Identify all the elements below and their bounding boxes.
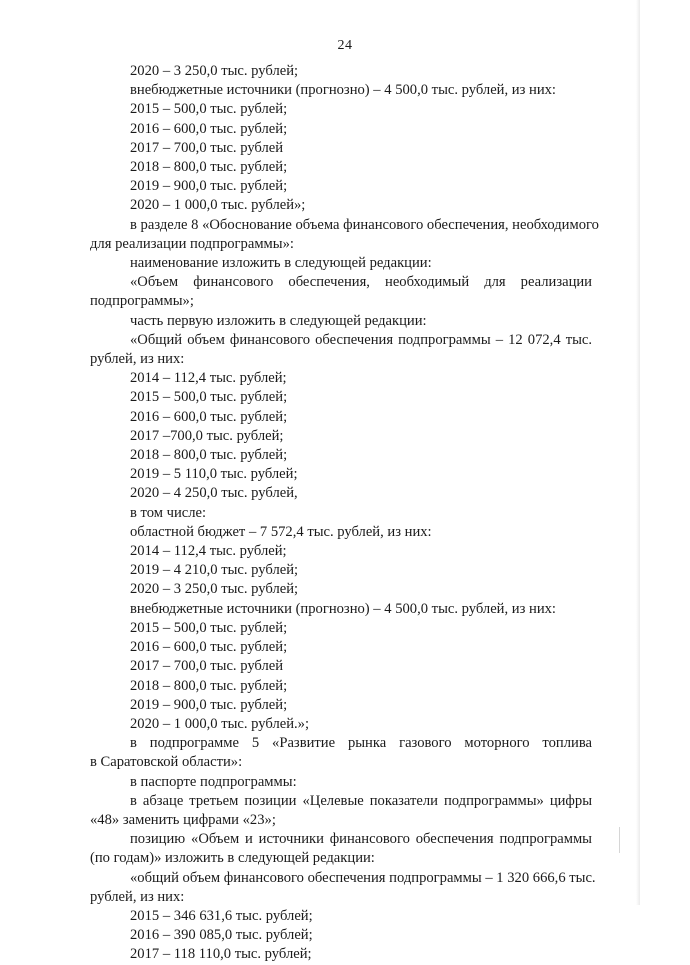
text-line: в разделе 8 «Обоснование объема финансового обеспечения, необходимого [130, 216, 599, 233]
text-line: 2014 – 112,4 тыс. рублей; [130, 543, 287, 560]
text-line: внебюджетные источники (прогнозно) – 4 500,0 тыс. рублей, из них: [130, 82, 556, 99]
text-line: в Саратовской области»: [90, 754, 243, 771]
text-line: «общий объем финансового обеспечения подпрограммы – 1 320 666,6 тыс. [130, 869, 596, 886]
text-line: 2015 – 500,0 тыс. рублей; [130, 619, 288, 636]
text-line: «Объем финансового обеспечения, необходимый для реализации [130, 274, 592, 291]
text-line: 2017 –700,0 тыс. рублей; [130, 427, 284, 444]
text-line: 2019 – 5 110,0 тыс. рублей; [130, 466, 298, 483]
text-line: 2015 – 500,0 тыс. рублей; [130, 389, 288, 406]
text-line: «Общий объем финансового обеспечения подпрограммы – 12 072,4 тыс. [130, 331, 592, 348]
text-line: 2020 – 3 250,0 тыс. рублей; [130, 581, 299, 598]
text-line: областной бюджет – 7 572,4 тыс. рублей, из них: [130, 523, 432, 540]
text-line: рублей, из них: [90, 351, 185, 368]
text-line: в абзаце третьем позиции «Целевые показатели подпрограммы» цифры [130, 792, 592, 809]
text-line: в том числе: [130, 504, 207, 521]
text-line: 2015 – 500,0 тыс. рублей; [130, 101, 288, 118]
scan-artifact-mark [619, 827, 620, 853]
text-line: 2019 – 900,0 тыс. рублей; [130, 696, 288, 713]
text-line: 2018 – 800,0 тыс. рублей; [130, 677, 288, 694]
text-line: подпрограммы»; [90, 293, 194, 310]
document-body [90, 62, 599, 965]
text-line: 2017 – 118 110,0 тыс. рублей; [130, 946, 312, 963]
text-line: 2019 – 900,0 тыс. рублей; [130, 178, 288, 195]
text-line: внебюджетные источники (прогнозно) – 4 500,0 тыс. рублей, из них: [130, 600, 556, 617]
page-number: 24 [337, 38, 353, 53]
text-line: в паспорте подпрограммы: [130, 773, 297, 790]
text-line: 2019 – 4 210,0 тыс. рублей; [130, 562, 299, 579]
text-line: 2016 – 600,0 тыс. рублей; [130, 408, 288, 425]
text-line: 2020 – 4 250,0 тыс. рублей, [130, 485, 298, 502]
text-line: 2017 – 700,0 тыс. рублей [130, 658, 284, 675]
text-line: часть первую изложить в следующей редакции: [130, 312, 427, 329]
text-line: 2016 – 600,0 тыс. рублей; [130, 120, 288, 137]
text-line: (по годам)» изложить в следующей редакции: [90, 850, 375, 867]
text-line: для реализации подпрограммы»: [90, 235, 294, 252]
text-line: 2020 – 1 000,0 тыс. рублей.»; [130, 715, 310, 732]
text-line: 2017 – 700,0 тыс. рублей [130, 139, 284, 156]
text-line: 2014 – 112,4 тыс. рублей; [130, 370, 287, 387]
text-line: «48» заменить цифрами «23»; [90, 811, 276, 828]
text-line: 2016 – 600,0 тыс. рублей; [130, 639, 288, 656]
text-line: наименование изложить в следующей редакции: [130, 255, 432, 272]
scan-edge-shadow [636, 0, 640, 905]
text-line: 2015 – 346 631,6 тыс. рублей; [130, 907, 313, 924]
text-line: 2018 – 800,0 тыс. рублей; [130, 447, 288, 464]
text-line: рублей, из них: [90, 888, 185, 905]
text-line: позицию «Объем и источники финансового обеспечения подпрограммы [130, 831, 592, 848]
text-line: 2020 – 1 000,0 тыс. рублей»; [130, 197, 306, 214]
text-line: 2016 – 390 085,0 тыс. рублей; [130, 927, 313, 944]
text-line: в подпрограмме 5 «Развитие рынка газового моторного топлива [130, 735, 592, 752]
text-line: 2018 – 800,0 тыс. рублей; [130, 159, 288, 176]
text-line: 2020 – 3 250,0 тыс. рублей; [130, 63, 299, 79]
